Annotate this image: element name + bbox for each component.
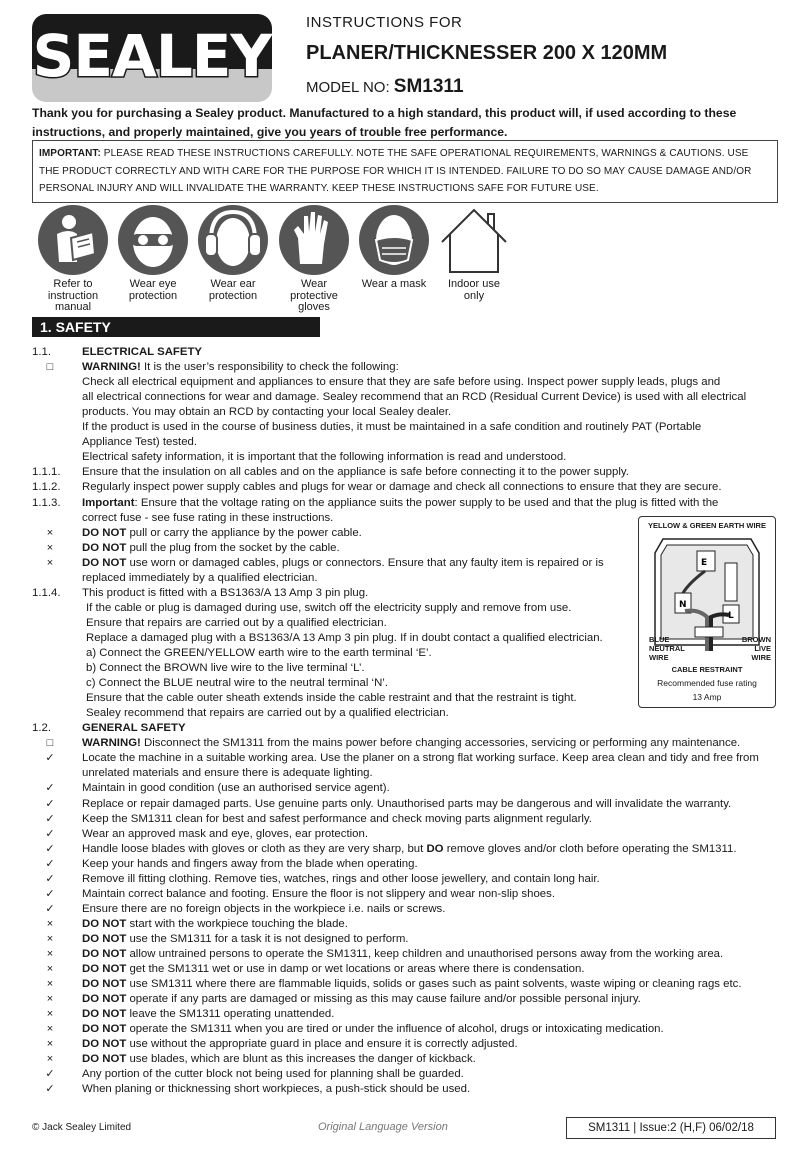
line-text: Ensure that the insulation on all cables and on the appliance is safe before connecting it to the power supply.	[82, 466, 629, 478]
icon-label: Wear ear	[210, 278, 256, 290]
live-label-line: WIRE	[751, 653, 771, 662]
manual-icon	[37, 204, 109, 276]
icon-label: manual	[54, 301, 92, 313]
icon-ear-protection	[197, 204, 269, 302]
neutral-wire-label	[649, 635, 685, 662]
body-line	[86, 631, 603, 646]
check-icon: ✓	[45, 752, 55, 764]
line-text: unrelated materials and ensure there is adequate lighting.	[82, 767, 373, 779]
svg-text:L: L	[728, 611, 734, 621]
mask-icon	[358, 204, 430, 276]
svg-text:E: E	[701, 558, 708, 568]
icon-indoor	[438, 204, 510, 302]
body-line	[82, 390, 746, 405]
body-line	[82, 420, 701, 435]
line-text: Regularly inspect power supply cables and plugs for wear or damage and check all connections to ensure that they are secure.	[82, 481, 722, 493]
line-text: Ensure there are no foreign objects in the workpiece i.e. nails or screws.	[82, 903, 446, 915]
cross-icon: ×	[46, 1023, 54, 1035]
important-notice	[32, 140, 778, 203]
body-line	[82, 766, 373, 781]
cross-icon: ×	[46, 963, 54, 975]
check-icon: ✓	[45, 782, 55, 794]
line-text: Locate the machine in a suitable working area. Use the planer on a strong flat working surface. Keep area clean and tidy and free from	[82, 752, 759, 764]
icon-label: protection	[128, 289, 178, 302]
cross-icon: ×	[46, 527, 54, 539]
icon-label: Indoor use	[448, 278, 500, 290]
clause-number: 1.1.1.	[32, 466, 61, 478]
body-line	[82, 751, 759, 766]
body-line	[82, 556, 604, 571]
line-text: pull the plug from the socket by the cable.	[126, 542, 340, 554]
line-text: a) Connect the GREEN/YELLOW earth wire to the earth terminal ‘E’.	[86, 647, 432, 659]
line-text: Replace a damaged plug with a BS1363/A 13 Amp 3 pin plug. If in doubt contact a qualified electrician.	[86, 632, 603, 644]
body-line	[82, 977, 742, 992]
body-line	[82, 781, 390, 796]
body-line	[82, 571, 318, 586]
clause-number: 1.1.4.	[32, 587, 61, 599]
intro-text: Thank you for purchasing a Sealey product. Manufactured to a high standard, this product will, if used according to these instructions, and properly maintained, give you years of trouble free performance.	[32, 106, 737, 139]
line-text: leave the SM1311 operating unattended.	[126, 1008, 335, 1020]
body-line	[82, 496, 718, 511]
body-line	[82, 827, 368, 842]
line-text: : Ensure that the voltage rating on the appliance suits the power supply to be used and that the plug is fitted with the	[134, 497, 719, 509]
line-text: It is the user’s responsibility to check the following:	[140, 361, 399, 373]
line-text: use the SM1311 for a task it is not designed to perform.	[126, 933, 409, 945]
line-text: Maintain in good condition (use an authorised service agent).	[82, 782, 390, 794]
emphasis: DO NOT	[82, 1038, 127, 1050]
emphasis: DO NOT	[82, 963, 127, 975]
line-text: use SM1311 where there are flammable liquids, solids or gases such as paint solvents, waste wiping or cleaning rags etc.	[126, 978, 742, 990]
line-text: Ensure that the cable outer sheath extends inside the cable restraint and that the restraint is tight.	[86, 692, 577, 704]
live-label-line: LIVE	[754, 644, 771, 653]
neutral-label-line: BLUE	[649, 635, 670, 644]
body-line	[82, 917, 348, 932]
emphasis: DO NOT	[82, 542, 127, 554]
line-text: allow untrained persons to operate the SM1311, keep children and unauthorised persons away from the working area.	[126, 948, 724, 960]
emphasis: DO NOT	[82, 527, 127, 539]
body-line	[82, 857, 418, 872]
emphasis: DO NOT	[82, 993, 127, 1005]
clause-number: 1.1.3.	[32, 497, 61, 509]
body-line	[82, 842, 737, 857]
check-icon: ✓	[45, 828, 55, 840]
eye-protection-icon	[117, 204, 189, 276]
earth-wire-label: YELLOW & GREEN EARTH WIRE	[648, 521, 766, 530]
checkbox-icon: □	[46, 737, 54, 749]
live-wire-label	[742, 635, 771, 662]
icon-eye-protection	[117, 204, 189, 302]
body-line	[82, 435, 197, 450]
check-icon: ✓	[45, 798, 55, 810]
line-text: Remove ill fitting clothing. Remove ties, watches, rings and other loose jewellery, and contain long hair.	[82, 873, 600, 885]
icon-manual	[37, 204, 109, 314]
body-line	[82, 797, 731, 812]
body-line	[82, 721, 186, 736]
body-line	[82, 1022, 664, 1037]
plug-illustration	[649, 533, 765, 651]
emphasis: DO NOT	[82, 948, 127, 960]
cross-icon: ×	[46, 993, 54, 1005]
icon-mask	[358, 204, 430, 291]
cable-restraint-label: CABLE RESTRAINT	[671, 665, 743, 674]
body-line	[82, 450, 566, 465]
emphasis: GENERAL SAFETY	[82, 722, 186, 734]
cross-icon: ×	[46, 948, 54, 960]
body-line	[82, 992, 641, 1007]
plug-wiring-diagram	[638, 516, 776, 708]
body-line	[82, 1037, 518, 1052]
emphasis: ELECTRICAL SAFETY	[82, 346, 203, 358]
body-line	[82, 947, 723, 962]
body-line	[86, 676, 388, 691]
icon-label: Wear eye	[129, 278, 177, 290]
check-icon: ✓	[45, 903, 55, 915]
neutral-label-line: NEUTRAL	[649, 644, 685, 653]
line-text: remove gloves and/or cloth before operating the SM1311.	[443, 843, 737, 855]
icon-label: protective	[290, 289, 338, 302]
line-text: products. You may obtain an RCD by contacting your local Sealey dealer.	[82, 406, 452, 418]
line-text: Wear an approved mask and eye, gloves, ear protection.	[82, 828, 368, 840]
emphasis: DO	[426, 843, 444, 855]
line-text: If the cable or plug is damaged during use, switch off the electricity supply and remove from use.	[86, 602, 572, 614]
language-note: Original Language Version	[318, 1121, 448, 1133]
model-line	[306, 76, 464, 98]
body-line	[86, 646, 432, 661]
emphasis: DO NOT	[82, 1053, 127, 1065]
line-text: Ensure that repairs are carried out by a qualified electrician.	[86, 617, 387, 629]
line-text: get the SM1311 wet or use in damp or wet locations or areas where there is condensation.	[126, 963, 585, 975]
emphasis: Important	[82, 497, 135, 509]
icon-gloves	[278, 204, 350, 314]
line-text: Appliance Test) tested.	[82, 436, 198, 448]
line-text: Handle loose blades with gloves or cloth as they are very sharp, but	[82, 843, 427, 855]
check-icon: ✓	[45, 858, 55, 870]
body-line	[82, 736, 740, 751]
document-title: PLANER/THICKNESSER 200 X 120MM	[306, 42, 668, 64]
icon-label: only	[463, 289, 485, 302]
check-icon: ✓	[45, 873, 55, 885]
emphasis: WARNING!	[82, 361, 141, 373]
cross-icon: ×	[46, 557, 54, 569]
body-line	[86, 706, 449, 721]
line-text: use without the appropriate guard in place and ensure it is correctly adjusted.	[126, 1038, 518, 1050]
clause-number: 1.1.2.	[32, 481, 61, 493]
line-text: If the product is used in the course of business duties, it must be maintained in a safe condition and routinely PAT (Portable	[82, 421, 702, 433]
icon-label: Wear a mask	[361, 278, 427, 290]
line-text: b) Connect the BROWN live wire to the live terminal ‘L’.	[86, 662, 365, 674]
body-line	[82, 465, 629, 480]
line-text: use blades, which are blunt as this increases the danger of kickback.	[126, 1053, 476, 1065]
cross-icon: ×	[46, 933, 54, 945]
cross-icon: ×	[46, 542, 54, 554]
line-text: replaced immediately by a qualified electrician.	[82, 572, 318, 584]
icon-label: gloves	[298, 301, 330, 313]
svg-text:N: N	[679, 600, 687, 610]
instructions-for-label: INSTRUCTIONS FOR	[306, 14, 463, 31]
emphasis: WARNING!	[82, 737, 141, 749]
icon-label: Refer to	[53, 278, 93, 290]
check-icon: ✓	[45, 813, 55, 825]
body-line	[82, 1082, 470, 1097]
important-text: PLEASE READ THESE INSTRUCTIONS CAREFULLY. NOTE THE SAFE OPERATIONAL REQUIREMENTS, WARNINGS & CAUTIONS. USE THE PRODUCT CORRECTLY AND WITH CARE FOR THE PURPOSE FOR WHICH IT IS INTENDED. FAILURE TO DO SO MAY CAUSE DAMAGE AND/OR PERSONAL INJURY AND WILL INVALIDATE THE WARRANTY. KEEP THESE INSTRUCTIONS SAFE FOR FUTURE USE.	[39, 148, 752, 194]
line-text: Keep the SM1311 clean for best and safest performance and check moving parts alignment regularly.	[82, 813, 592, 825]
cross-icon: ×	[46, 1053, 54, 1065]
line-text: Electrical safety information, it is important that the following information is read and understood.	[82, 451, 567, 463]
body-line	[82, 1007, 334, 1022]
sealey-logo	[32, 14, 272, 102]
body-line	[82, 1052, 476, 1067]
check-icon: ✓	[45, 1068, 55, 1080]
body-line	[86, 661, 365, 676]
body-line	[82, 887, 555, 902]
body-line	[82, 902, 445, 917]
live-label-line: BROWN	[741, 635, 771, 644]
model-number: SM1311	[393, 76, 464, 97]
body-line	[82, 345, 202, 360]
cross-icon: ×	[46, 1008, 54, 1020]
cross-icon: ×	[46, 918, 54, 930]
line-text: When planing or thicknessing short workpieces, a push-stick should be used.	[82, 1083, 471, 1095]
clause-number: 1.2.	[32, 722, 51, 734]
body-line	[82, 932, 408, 947]
line-text: pull or carry the appliance by the power cable.	[126, 527, 362, 539]
important-label: IMPORTANT:	[39, 148, 101, 159]
check-icon: ✓	[45, 888, 55, 900]
cross-icon: ×	[46, 978, 54, 990]
logo-text: SEALEY	[32, 22, 272, 90]
icon-label: protection	[208, 289, 258, 302]
body-line	[82, 872, 600, 887]
line-text: operate the SM1311 when you are tired or under the influence of alcohol, drugs or intoxicating medication.	[126, 1023, 664, 1035]
body-line	[82, 511, 333, 526]
indoor-icon	[438, 204, 510, 276]
line-text: Keep your hands and fingers away from the blade when operating.	[82, 858, 418, 870]
icon-label: Wear	[300, 278, 328, 290]
cross-icon: ×	[46, 1038, 54, 1050]
body-line	[82, 480, 722, 495]
body-line	[82, 586, 368, 601]
body-line	[82, 812, 592, 827]
check-icon: ✓	[45, 1083, 55, 1095]
body-line	[82, 360, 399, 375]
line-text: start with the workpiece touching the blade.	[126, 918, 348, 930]
line-text: Check all electrical equipment and appliances to ensure that they are safe before using. Inspect power supply leads, plugs and	[82, 376, 721, 388]
line-text: This product is fitted with a BS1363/A 13 Amp 3 pin plug.	[82, 587, 369, 599]
gloves-icon	[278, 204, 350, 276]
line-text: Maintain correct balance and footing. Ensure the floor is not slippery and wear non-slip shoes.	[82, 888, 555, 900]
body-line	[82, 541, 340, 556]
emphasis: DO NOT	[82, 1008, 127, 1020]
icon-label: instruction	[47, 289, 99, 302]
line-text: operate if any parts are damaged or missing as this may cause failure and/or possible personal injury.	[126, 993, 641, 1005]
body-line	[82, 962, 585, 977]
line-text: Disconnect the SM1311 from the mains power before changing accessories, servicing or performing any maintenance.	[140, 737, 741, 749]
emphasis: DO NOT	[82, 918, 127, 930]
model-label: MODEL NO:	[306, 79, 390, 96]
body-line	[86, 691, 577, 706]
line-text: Any portion of the cutter block not being used for planning shall be guarded.	[82, 1068, 464, 1080]
checkbox-icon: □	[46, 361, 54, 373]
issue-box: SM1311 | Issue:2 (H,F) 06/02/18	[566, 1117, 776, 1139]
emphasis: DO NOT	[82, 933, 127, 945]
section-heading-safety: 1. SAFETY	[32, 317, 320, 337]
line-text: correct fuse - see fuse rating in these instructions.	[82, 512, 334, 524]
body-line	[82, 405, 451, 420]
neutral-label-line: WIRE	[649, 653, 669, 662]
body-line	[82, 1067, 464, 1082]
fuse-rating-label: Recommended fuse rating	[657, 678, 757, 688]
clause-number: 1.1.	[32, 346, 51, 358]
body-line	[86, 601, 571, 616]
ear-protection-icon	[197, 204, 269, 276]
line-text: Replace or repair damaged parts. Use genuine parts only. Unauthorised parts may be dangerous and will invalidate the warranty.	[82, 798, 732, 810]
line-text: all electrical connections for wear and damage. Sealey recommend that an RCD (Residual Current Device) is used with all electrical	[82, 391, 747, 403]
emphasis: DO NOT	[82, 978, 127, 990]
body-line	[82, 526, 362, 541]
copyright: © Jack Sealey Limited	[32, 1122, 132, 1133]
check-icon: ✓	[45, 843, 55, 855]
emphasis: DO NOT	[82, 1023, 127, 1035]
emphasis: DO NOT	[82, 557, 127, 569]
body-line	[86, 616, 387, 631]
line-text: Sealey recommend that repairs are carried out by a qualified electrician.	[86, 707, 449, 719]
line-text: use worn or damaged cables, plugs or connectors. Ensure that any faulty item is repaired or is	[126, 557, 604, 569]
line-text: c) Connect the BLUE neutral wire to the neutral terminal ‘N’.	[86, 677, 388, 689]
fuse-rating-value: 13 Amp	[692, 692, 722, 702]
body-line	[82, 375, 720, 390]
